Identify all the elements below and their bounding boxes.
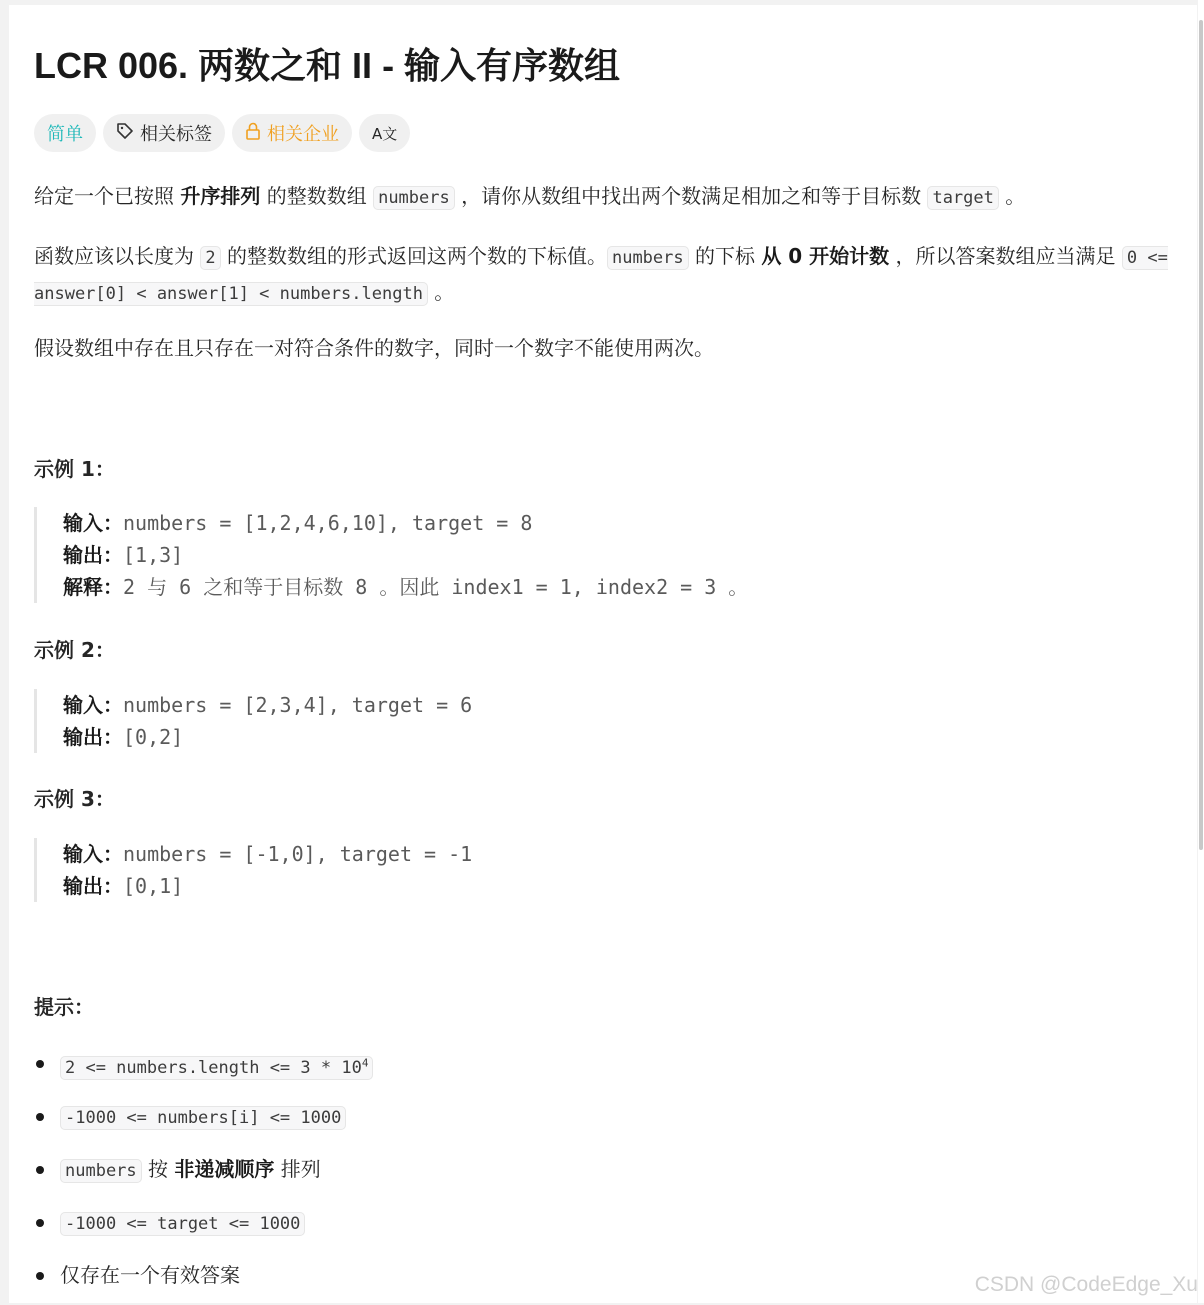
- superscript: 4: [361, 1056, 369, 1069]
- text: 的整数数组的形式返回这两个数的下标值。: [220, 244, 607, 268]
- scrollbar-thumb[interactable]: [1199, 20, 1203, 850]
- desc-p1: [34, 181, 1025, 213]
- input-label: 输入：: [63, 693, 123, 717]
- constraint-item: [34, 1040, 373, 1093]
- text: 。: [427, 280, 455, 304]
- example-2-block: [34, 689, 472, 753]
- constraints-list: [34, 1040, 373, 1305]
- text: 。: [998, 184, 1026, 208]
- example-3-block: [34, 838, 472, 902]
- example-3-title: 示例 3：: [34, 787, 115, 811]
- constraint-item: [34, 1252, 373, 1305]
- difficulty-badge[interactable]: [34, 114, 96, 152]
- constraint-item: [34, 1093, 373, 1146]
- companies-button[interactable]: [232, 114, 352, 152]
- example-2-title: 示例 2：: [34, 638, 115, 662]
- constraint-item: [34, 1146, 373, 1199]
- tag-icon: [116, 122, 134, 145]
- inline-code: target: [927, 186, 998, 210]
- inline-code: -1000 <= numbers[i] <= 1000: [60, 1106, 346, 1130]
- text: 的整数数组: [260, 184, 374, 208]
- output-value: [0,1]: [123, 874, 184, 898]
- output-value: [0,2]: [123, 725, 184, 749]
- input-value: numbers = [-1,0], target = -1: [123, 842, 473, 866]
- hints-title: 提示：: [34, 995, 94, 1019]
- inline-code: [60, 1056, 373, 1080]
- problem-title: LCR 006. 两数之和 II - 输入有序数组: [34, 45, 621, 86]
- text: 按: [141, 1157, 175, 1181]
- inline-code: -1000 <= target <= 1000: [60, 1212, 305, 1236]
- topics-button[interactable]: [103, 114, 225, 152]
- bold-text: 升序排列: [180, 184, 261, 208]
- inline-code: numbers: [60, 1159, 142, 1183]
- translate-button[interactable]: [359, 114, 410, 152]
- inline-code: numbers: [607, 246, 689, 270]
- explain-label: 解释：: [63, 575, 123, 599]
- text: 仅存在一个有效答案: [60, 1263, 240, 1287]
- input-label: 输入：: [63, 511, 123, 535]
- output-value: [1,3]: [123, 543, 184, 567]
- difficulty-label: 简单: [47, 124, 83, 145]
- input-label: 输入：: [63, 842, 123, 866]
- example-1-block: [34, 507, 748, 603]
- constraint-item: [34, 1199, 373, 1252]
- explain-value: 2 与 6 之和等于目标数 8 。因此 index1 = 1, index2 = 3 。: [123, 575, 749, 599]
- example-1-title: 示例 1：: [34, 457, 115, 481]
- watermark: CSDN @CodeEdge_Xu: [974, 1273, 1198, 1296]
- inline-code: numbers: [373, 186, 455, 210]
- bold-text: 从 0 开始计数: [761, 244, 890, 268]
- input-value: numbers = [2,3,4], target = 6: [123, 693, 473, 717]
- inline-code: 0 <= answer[0] < answer[1] < numbers.length: [34, 248, 1168, 304]
- text: 2 <= numbers.length <= 3 * 10: [65, 1057, 362, 1078]
- text: 排列: [274, 1157, 321, 1181]
- text: 的下标: [688, 244, 762, 268]
- desc-p2: [34, 239, 1174, 311]
- inline-code: 2: [200, 246, 220, 270]
- output-label: 输出：: [63, 725, 123, 749]
- text: ，所以答案数组应当满足: [889, 244, 1122, 268]
- translate-icon: A文: [372, 124, 398, 143]
- topics-label: 相关标签: [140, 124, 212, 145]
- companies-label: 相关企业: [267, 124, 339, 145]
- bold-text: 非递减顺序: [174, 1157, 275, 1181]
- text: 给定一个已按照: [34, 184, 181, 208]
- output-label: 输出：: [63, 543, 123, 567]
- scrollbar[interactable]: [1198, 0, 1204, 1303]
- text: ，请你从数组中找出两个数满足相加之和等于目标数: [454, 184, 928, 208]
- desc-p3: 假设数组中存在且只存在一对符合条件的数字，同时一个数字不能使用两次。: [34, 336, 714, 360]
- lock-icon: [245, 122, 261, 145]
- output-label: 输出：: [63, 874, 123, 898]
- tag-bar: [34, 114, 410, 152]
- input-value: numbers = [1,2,4,6,10], target = 8: [123, 511, 533, 535]
- text: 函数应该以长度为: [34, 244, 201, 268]
